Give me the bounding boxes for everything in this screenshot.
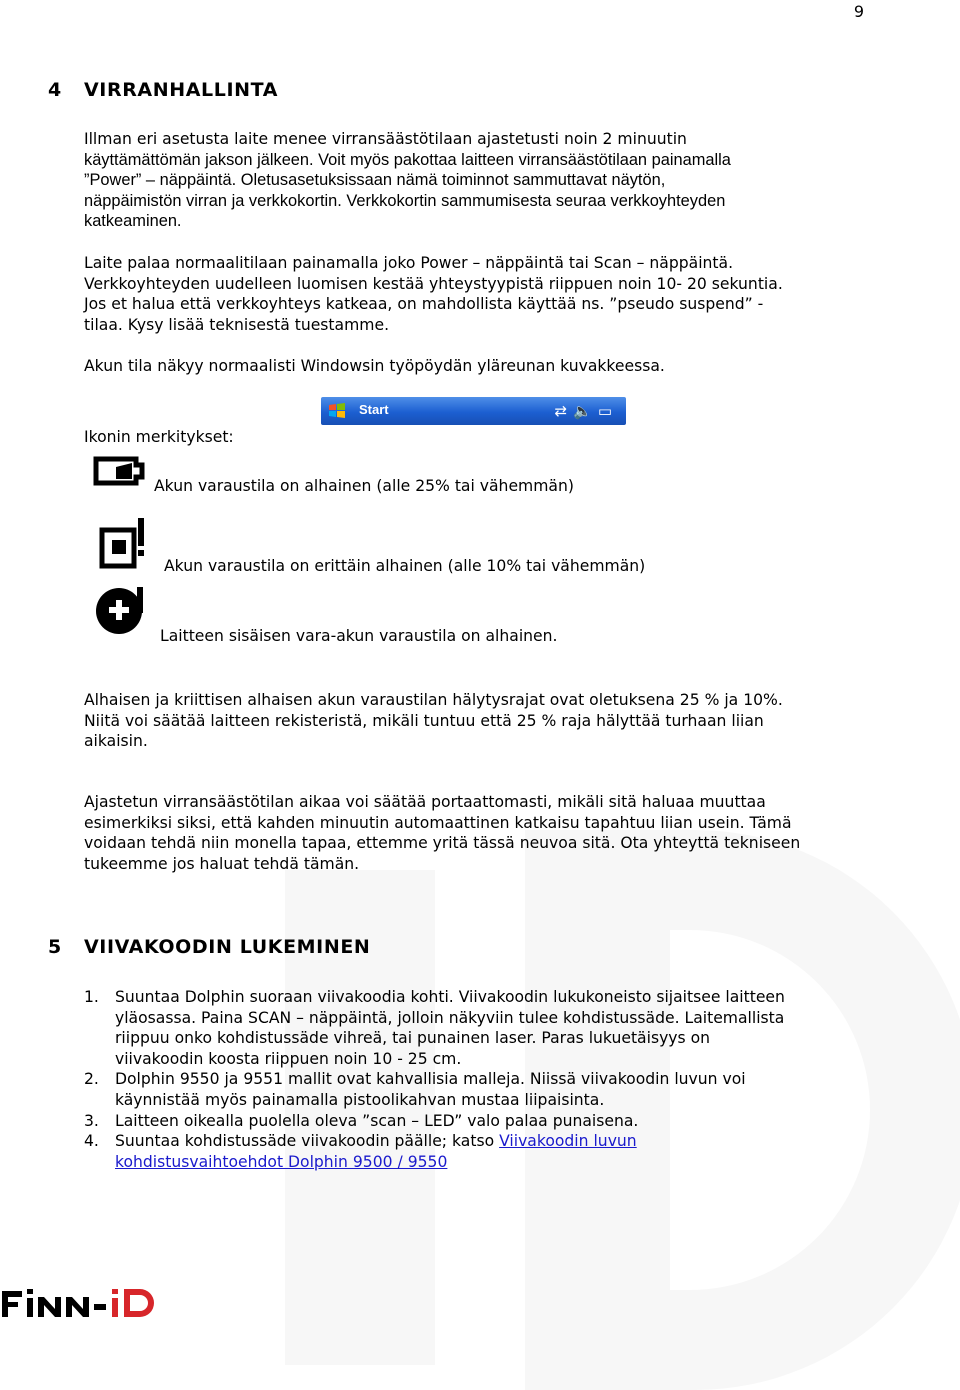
battery-tray-icon: ▭ xyxy=(597,402,618,420)
list-item xyxy=(84,1131,874,1172)
text-line: Alhaisen ja kriittisen alhaisen akun varaustilan hälytysrajat ovat oletuksena 25 % ja 10%. xyxy=(84,691,783,709)
start-label: Start xyxy=(359,402,389,417)
section-title: VIRRANHALLINTA xyxy=(84,79,279,101)
page-number: 9 xyxy=(853,2,864,21)
icon-meaning-low: Akun varaustila on alhainen (alle 25% tai vähemmän) xyxy=(154,477,574,495)
text-line: Illman eri asetusta laite menee virransäästötilaan ajastetusti noin 2 minuutin xyxy=(84,130,687,148)
text-line: Ajastetun virransäästötilan aikaa voi säätää portaattomasti, mikäli sitä haluaa muuttaa xyxy=(84,793,766,811)
backup-battery-low-icon xyxy=(95,585,147,637)
battery-low-icon xyxy=(92,451,146,491)
list-item xyxy=(84,1069,874,1110)
text-line xyxy=(115,1152,874,1173)
windows-taskbar-image xyxy=(321,397,626,425)
battery-critical-icon xyxy=(98,516,152,574)
text-line: Laitteen oikealla puolella oleva ”scan – LED” valo palaa punaisena. xyxy=(115,1111,639,1130)
list-item xyxy=(84,1111,874,1132)
list-number: 2. xyxy=(84,1070,99,1089)
section-number: 5 xyxy=(48,936,62,958)
text-line: esimerkiksi siksi, että kahden minuutin automaattinen katkaisu tapahtuu liian usein. Tämä xyxy=(84,813,792,832)
section-number: 4 xyxy=(48,79,62,101)
text-line: katkeaminen. xyxy=(84,212,182,230)
text-line: tukeemme jos haluat tehdä tämän. xyxy=(84,854,360,873)
list-number: 3. xyxy=(84,1111,99,1130)
text-line: Suuntaa Dolphin suoraan viivakoodia kohti. Viivakoodin lukukoneisto sijaitsee laitteen xyxy=(115,988,785,1006)
finn-id-logo xyxy=(0,1283,160,1323)
list-number: 1. xyxy=(84,988,99,1006)
cross-reference-link[interactable]: Viivakoodin luvun xyxy=(499,1132,637,1151)
speaker-icon: 🔈 xyxy=(573,402,598,420)
text-line: Dolphin 9550 ja 9551 mallit ovat kahvallisia malleja. Niissä viivakoodin luvun voi xyxy=(115,1070,746,1089)
section-title: VIIVAKOODIN LUKEMINEN xyxy=(84,936,371,958)
instruction-list xyxy=(84,987,874,1172)
text-line: Niitä voi säätää laitteen rekisteristä, mikäli tuntuu että 25 % raja hälyttää turhaan liian xyxy=(84,711,764,730)
text-line: käynnistää myös painamalla pistoolikahvan mustaa liipaisinta. xyxy=(115,1090,605,1109)
text-line: voidaan tehdä niin monella tapaa, ettemme yritä tässä neuvoa sitä. Ota yhteyttä tekniseen xyxy=(84,834,801,852)
text-line: Jos et halua että verkkoyhteys katkeaa, on mahdollista käyttää ns. ”pseudo suspend” - xyxy=(84,295,764,313)
text-line: riippuu onko kohdistussäde vihreä, tai punainen laser. Paras lukuetäisyys on xyxy=(115,1029,711,1048)
text-line: yläosassa. Paina SCAN – näppäintä, jolloin näkyviin tulee kohdistussäde. Laitemallista xyxy=(115,1008,785,1027)
text-line: näppäimistön virran ja verkkokortin. Verkkokortin sammumisesta seuraa verkkoyhteyden xyxy=(84,191,726,210)
text-line: käyttämättömän jakson jälkeen. Voit myös pakottaa laitteen virransäästötilaan painamalla xyxy=(84,150,731,169)
list-number: 4. xyxy=(84,1132,99,1151)
paragraph-battery-status xyxy=(84,356,874,377)
paragraph-timer xyxy=(84,792,874,874)
icon-meaning-backup: Laitteen sisäisen vara-akun varaustila on alhainen. xyxy=(160,627,558,645)
icon-meaning-critical: Akun varaustila on erittäin alhainen (alle 10% tai vähemmän) xyxy=(164,557,646,575)
text-line xyxy=(115,1131,874,1152)
text-line: aikaisin. xyxy=(84,732,148,750)
text-prefix: Suuntaa kohdistussäde viivakoodin päälle; katso xyxy=(115,1132,500,1151)
paragraph-thresholds xyxy=(84,690,874,752)
section-heading-5 xyxy=(48,936,370,958)
tray-icons xyxy=(555,402,618,420)
text-line: tilaa. Kysy lisää teknisestä tuestamme. xyxy=(84,315,390,334)
connectivity-icon: ⇄ xyxy=(554,402,574,420)
paragraph-intro xyxy=(84,129,874,232)
text-line: Laite palaa normaalitilaan painamalla joko Power – näppäintä tai Scan – näppäintä. xyxy=(84,254,734,272)
text-line: Verkkoyhteyden uudelleen luomisen kestää yhteystyypistä riippuen noin 10- 20 sekuntia. xyxy=(84,274,783,293)
windows-flag-icon xyxy=(327,401,347,421)
text-line: ”Power” – näppäintä. Oletusasetuksissaan nämä toiminnot sammuttavat näytön, xyxy=(84,171,666,189)
text-line: Akun tila näkyy normaalisti Windowsin työpöydän yläreunan kuvakkeessa. xyxy=(84,357,665,375)
paragraph-wake xyxy=(84,253,874,335)
cross-reference-link-continued[interactable]: kohdistusvaihtoehdot Dolphin 9500 / 9550 xyxy=(115,1152,448,1171)
text-line: viivakoodin koosta riippuen noin 10 - 25 cm. xyxy=(115,1049,462,1068)
list-item xyxy=(84,987,874,1069)
section-heading-4 xyxy=(48,79,278,101)
icons-label: Ikonin merkitykset: xyxy=(84,428,234,446)
